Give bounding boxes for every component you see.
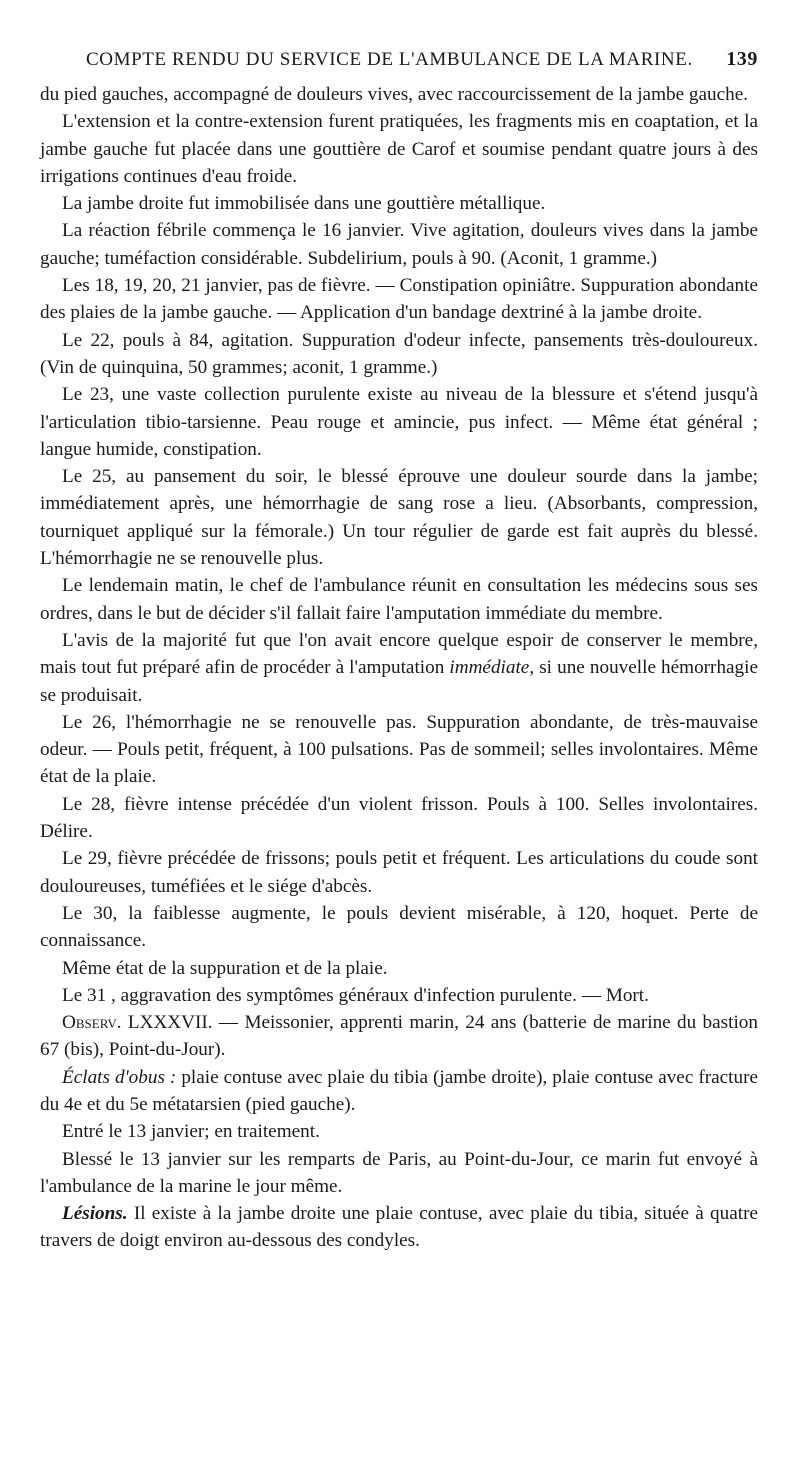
majority-text-after: , si une nouvelle hémorrhagie se produisait. <box>40 657 759 706</box>
paragraph: Blessé le 13 janvier sur les remparts de Paris, au Point-du-Jour, ce marin fut envoyé à l'ambulance de la marine le jour même. <box>40 1148 758 1197</box>
paragraph: Le lendemain matin, le chef de l'ambulance réunit en consultation les médecins sous ses ordres, dans le but de décider s'il fallait faire l'amputation immédiate du membre. <box>40 575 758 624</box>
eclats-label: Éclats d'obus : <box>62 1066 177 1088</box>
majority-text-italic: immédiate <box>449 657 530 679</box>
running-head <box>40 48 758 71</box>
observation-text: LXXXVII. — Meissonier, apprenti marin, 24 ans (batterie de marine du bastion 67 (bis), Point-du-Jour). <box>40 1012 758 1061</box>
page-number: 139 <box>726 48 758 70</box>
paragraph-majority <box>40 627 758 709</box>
page <box>40 48 758 1255</box>
paragraph: Le 22, pouls à 84, agitation. Suppuration d'odeur infecte, pansements très-douloureux. (Vin de quinquina, 50 grammes; aconit, 1 gramme.) <box>40 329 758 378</box>
paragraph: Le 28, fièvre intense précédée d'un violent frisson. Pouls à 100. Selles involontaires. Délire. <box>40 793 758 843</box>
paragraph: Le 23, une vaste collection purulente existe au niveau de la blessure et s'étend jusqu'à l'articulation tibio-tarsienne. Peau rouge et amincie, pus infect. — Même état général ; langue humide, constipation. <box>40 384 758 460</box>
eclats-paragraph <box>40 1064 758 1119</box>
paragraph: La jambe droite fut immobilisée dans une gouttière métallique. <box>62 193 546 215</box>
paragraph: Le 31 , aggravation des symptômes généraux d'infection purulente. — Mort. <box>62 984 649 1006</box>
paragraph: du pied gauches, accompagné de douleurs vives, avec raccourcissement de la jambe gauche. <box>40 84 749 105</box>
paragraph: Les 18, 19, 20, 21 janvier, pas de fièvre. — Constipation opiniâtre. Suppuration abondante des plaies de la jambe gauche. — Application d'un bandage dextriné à la jambe droite. <box>40 275 758 324</box>
body-text <box>40 81 758 1255</box>
observation-paragraph <box>40 1009 758 1064</box>
majority-text-before: L'avis de la majorité fut que l'on avait encore quelque espoir de conserver le membre, mais tout fut préparé afin de procéder à l'amputation <box>40 629 758 679</box>
paragraph: Le 29, fièvre précédée de frissons; pouls petit et fréquent. Les articulations du coude sont douloureuses, tuméfiées et le siége d'abcès. <box>40 848 758 897</box>
lesions-paragraph <box>40 1200 758 1255</box>
lesions-text: Il existe à la jambe droite une plaie contuse, avec plaie du tibia, située à quatre travers de doigt environ au-dessous des condyles. <box>40 1203 758 1252</box>
observation-label: Observ. <box>62 1012 122 1034</box>
running-head-title: COMPTE RENDU DU SERVICE DE L'AMBULANCE DE LA MARINE. <box>86 49 693 70</box>
paragraph: La réaction fébrile commença le 16 janvier. Vive agitation, douleurs vives dans la jambe gauche; tuméfaction considérable. Subdelirium, pouls à 90. (Aconit, 1 gramme.) <box>40 220 758 269</box>
paragraph: Le 25, au pansement du soir, le blessé éprouve une douleur sourde dans la jambe; immédiatement après, une hémorrhagie de sang rose a lieu. (Absorbants, compression, tourniquet appliqué sur la fémorale.) Un tour régulier de garde est fait auprès du blessé. L'hémorrhagie ne se renouvelle plus. <box>40 466 758 570</box>
paragraph: Le 26, l'hémorrhagie ne se renouvelle pas. Suppuration abondante, de très-mauvaise odeur. — Pouls petit, fréquent, à 100 pulsations. Pas de sommeil; selles involontaires. Même état de la plaie. <box>40 711 758 788</box>
paragraph: L'extension et la contre-extension furent pratiquées, les fragments mis en coaptation, et la jambe gauche fut placée dans une gouttière de Carof et soumise pendant quatre jours à des irrigations continues d'eau froide. <box>40 111 758 187</box>
paragraph: Entré le 13 janvier; en traitement. <box>62 1121 320 1143</box>
paragraph: Même état de la suppuration et de la plaie. <box>62 957 388 979</box>
paragraph: Le 30, la faiblesse augmente, le pouls devient misérable, à 120, hoquet. Perte de connaissance. <box>40 902 758 952</box>
lesions-label: Lésions. <box>62 1203 128 1225</box>
eclats-text: plaie contuse avec plaie du tibia (jambe droite), plaie contuse avec fracture du 4e et du 5e métatarsien (pied gauche). <box>40 1066 758 1115</box>
